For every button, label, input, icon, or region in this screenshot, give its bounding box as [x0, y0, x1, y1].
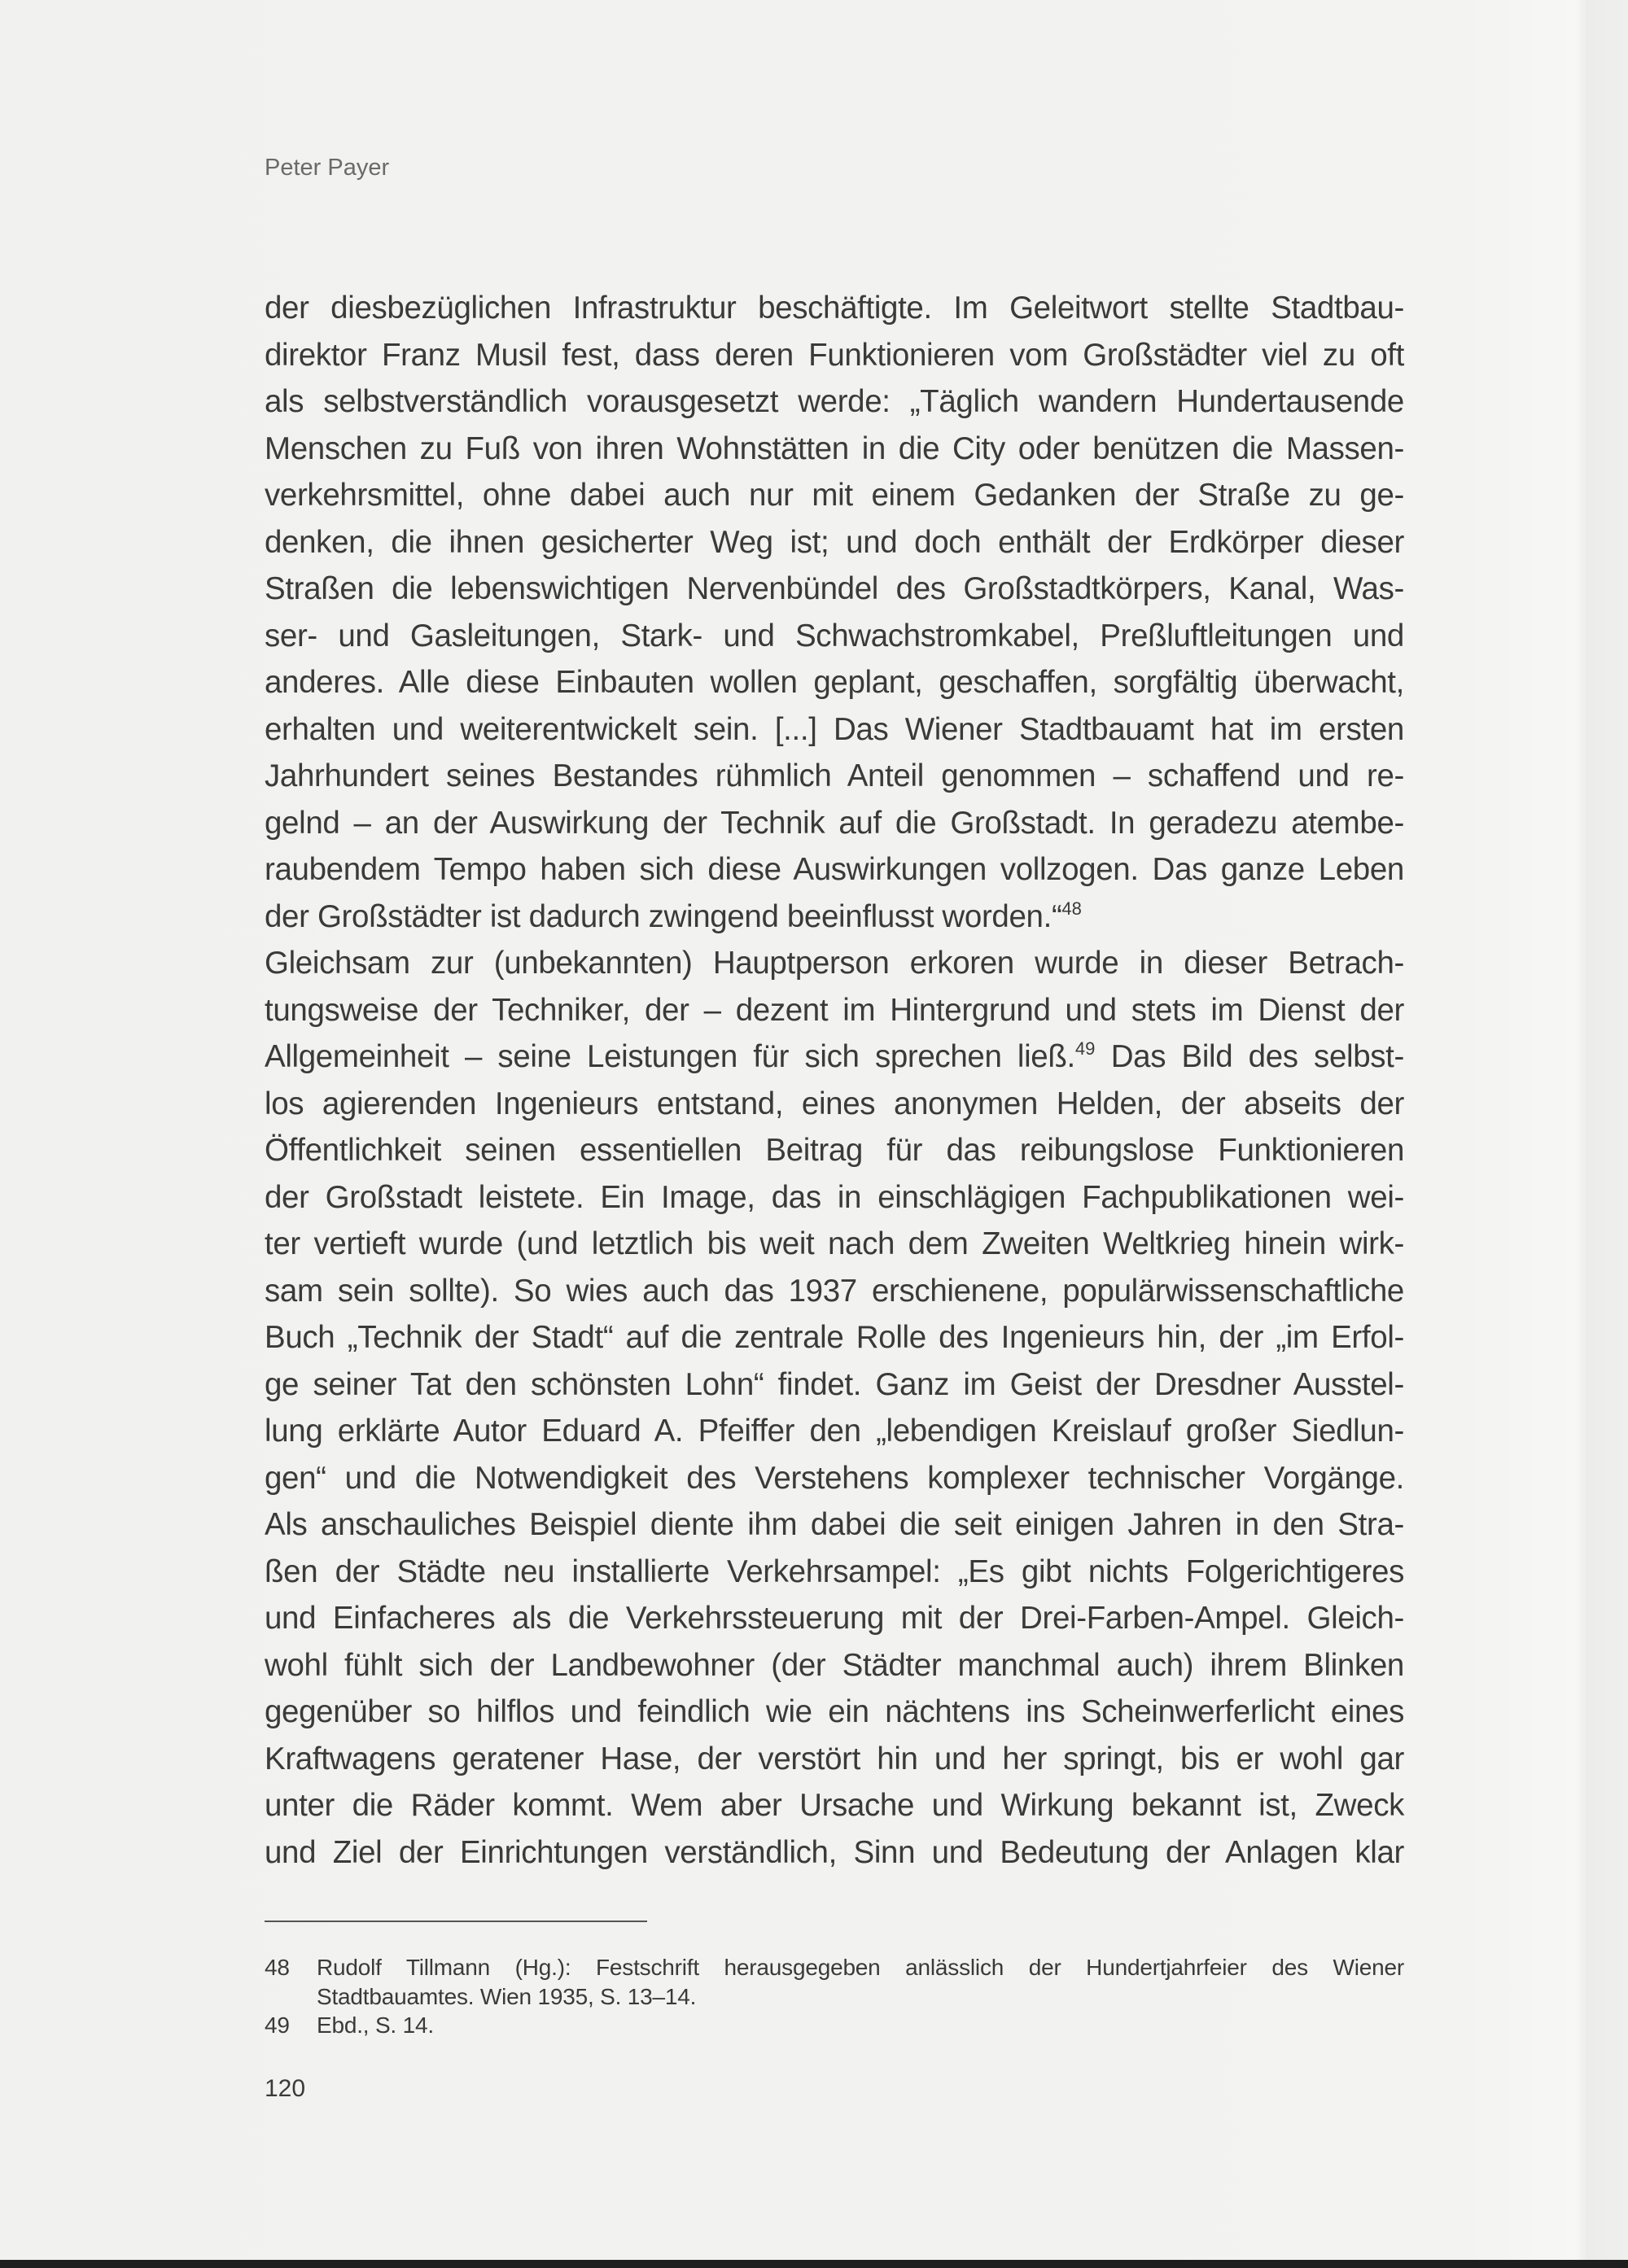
footnote-reference: 49: [1074, 1038, 1096, 1059]
body-text: [265, 285, 1404, 1876]
text-line: [265, 472, 1404, 519]
text-line: [265, 1408, 1404, 1455]
footnote-number: 49: [265, 2012, 290, 2038]
text-line: [265, 1221, 1404, 1268]
text-segment: Menschen zu Fuß von ihren Wohnstätten in die City oder benützen die Massen-: [265, 430, 1404, 466]
text-line: [265, 1501, 1404, 1549]
text-segment: der Großstadt leistete. Ein Image, das in einschlägigen Fachpublikationen wei-: [265, 1179, 1404, 1215]
text-segment: unter die Räder kommt. Wem aber Ursache und Wirkung bekannt ist, Zweck: [265, 1788, 1404, 1823]
text-segment: gegenüber so hilflos und feindlich wie ein nächtens ins Scheinwerferlicht eines: [265, 1694, 1404, 1729]
text-line: [265, 1268, 1404, 1315]
text-line: [265, 1033, 1404, 1081]
text-segment: Das Bild des selbst-: [1095, 1039, 1404, 1074]
text-segment: Öffentlichkeit seinen essentiellen Beitrag für das reibungslose Funktionieren: [265, 1133, 1404, 1168]
page-number: 120: [265, 2075, 306, 2102]
text-line: [265, 659, 1404, 706]
footnote-reference: 48: [1061, 898, 1082, 919]
scan-edge: [0, 2260, 1628, 2268]
text-segment: ser- und Gasleitungen, Stark- und Schwachstromkabel, Preßluftleitungen und: [265, 618, 1404, 653]
text-segment: Kraftwagens geratener Hase, der verstört hin und her springt, bis er wohl gar: [265, 1741, 1404, 1776]
footnote-number: 48: [265, 1955, 290, 1980]
text-line: [265, 800, 1404, 847]
text-line: [265, 1642, 1404, 1689]
text-line: [265, 285, 1404, 332]
text-segment: sam sein sollte). So wies auch das 1937 erschienene, populärwissenschaftliche: [265, 1273, 1404, 1309]
text-line: [265, 1361, 1404, 1409]
footnote-49: [265, 2011, 1404, 2040]
text-line: [265, 1174, 1404, 1221]
text-line: [265, 566, 1404, 613]
text-segment: ge seiner Tat den schönsten Lohn“ findet. Ganz im Geist der Dresdner Ausstel-: [265, 1366, 1404, 1402]
text-segment: gen“ und die Notwendigkeit des Verstehens komplexer technischer Vorgänge.: [265, 1460, 1404, 1496]
text-line: [265, 1127, 1404, 1174]
text-line: [265, 1455, 1404, 1502]
text-line: [265, 519, 1404, 566]
text-line: [265, 1689, 1404, 1736]
text-segment: gelnd – an der Auswirkung der Technik auf die Großstadt. In geradezu atembe-: [265, 805, 1404, 841]
text-segment: Buch „Technik der Stadt“ auf die zentrale Rolle des Ingenieurs hin, der „im Erfol-: [265, 1320, 1404, 1355]
text-segment: verkehrsmittel, ohne dabei auch nur mit einem Gedanken der Straße zu ge-: [265, 478, 1404, 513]
text-segment: Jahrhundert seines Bestandes rühmlich Anteil genommen – schaffend und re-: [265, 758, 1404, 793]
text-line: [265, 332, 1404, 379]
text-segment: raubendem Tempo haben sich diese Auswirkungen vollzogen. Das ganze Leben: [265, 852, 1404, 887]
running-head: Peter Payer: [265, 155, 390, 181]
text-line: [265, 1782, 1404, 1829]
text-segment: als selbstverständlich vorausgesetzt werde: „Täglich wandern Hundertausende: [265, 384, 1404, 419]
text-line: [265, 1314, 1404, 1361]
text-segment: direktor Franz Musil fest, dass deren Funktionieren vom Großstädter viel zu oft: [265, 337, 1404, 373]
text-line: [265, 378, 1404, 426]
text-segment: tungsweise der Techniker, der – dezent im Hintergrund und stets im Dienst der: [265, 992, 1404, 1028]
text-segment: und Einfacheres als die Verkehrssteuerung mit der Drei-Farben-Ampel. Gleich-: [265, 1601, 1404, 1636]
text-segment: der diesbezüglichen Infrastruktur beschäftigte. Im Geleitwort stellte Stadtbau-: [265, 291, 1404, 326]
text-segment: und Ziel der Einrichtungen verständlich, Sinn und Bedeutung der Anlagen klar: [265, 1834, 1404, 1870]
text-line: [265, 753, 1404, 800]
text-segment: ßen der Städte neu installierte Verkehrsampel: „Es gibt nichts Folgerichtigeres: [265, 1554, 1404, 1589]
text-line: [265, 940, 1404, 987]
text-segment: Allgemeinheit – seine Leistungen für sich sprechen ließ.: [265, 1039, 1075, 1074]
text-line: [265, 1829, 1404, 1877]
text-line: [265, 846, 1404, 894]
text-line: [265, 894, 1404, 941]
text-segment: Als anschauliches Beispiel diente ihm dabei die seit einigen Jahren in den Stra-: [265, 1507, 1404, 1542]
text-segment: wohl fühlt sich der Landbewohner (der Städter manchmal auch) ihrem Blinken: [265, 1647, 1404, 1683]
text-segment: der Großstädter ist dadurch zwingend beeinflusst worden.“: [265, 898, 1062, 934]
text-segment: los agierenden Ingenieurs entstand, eines anonymen Helden, der abseits der: [265, 1086, 1404, 1121]
text-line: [265, 426, 1404, 473]
footnote-text-line: Stadtbauamtes. Wien 1935, S. 13–14.: [317, 1983, 697, 2009]
text-segment: ter vertieft wurde (und letztlich bis weit nach dem Zweiten Weltkrieg hinein wirk-: [265, 1226, 1404, 1261]
text-segment: erhalten und weiterentwickelt sein. [...] Das Wiener Stadtbauamt hat im ersten: [265, 711, 1404, 747]
text-line: [265, 1549, 1404, 1596]
text-segment: denken, die ihnen gesicherter Weg ist; und doch enthält der Erdkörper dieser: [265, 524, 1404, 560]
text-line: [265, 613, 1404, 660]
footnote-text-line: Rudolf Tillmann (Hg.): Festschrift herausgegeben anlässlich der Hundertjahrfeier des Wiener: [317, 1955, 1404, 1980]
text-line: [265, 1595, 1404, 1642]
text-line: [265, 1081, 1404, 1128]
text-line: [265, 1736, 1404, 1783]
text-segment: Gleichsam zur (unbekannten) Hauptperson erkoren wurde in dieser Betrach-: [265, 946, 1404, 981]
text-line: [265, 706, 1404, 754]
text-segment: anderes. Alle diese Einbauten wollen geplant, geschaffen, sorgfältig überwacht,: [265, 665, 1404, 700]
footnote-text-line: Ebd., S. 14.: [317, 2012, 434, 2038]
footnote-separator: [265, 1921, 647, 1922]
text-segment: lung erklärte Autor Eduard A. Pfeiffer den „lebendigen Kreislauf großer Siedlun-: [265, 1414, 1404, 1449]
text-segment: Straßen die lebenswichtigen Nervenbündel des Großstadtkörpers, Kanal, Was-: [265, 571, 1404, 606]
text-line: [265, 987, 1404, 1034]
footnote-48: [265, 1953, 1404, 2011]
